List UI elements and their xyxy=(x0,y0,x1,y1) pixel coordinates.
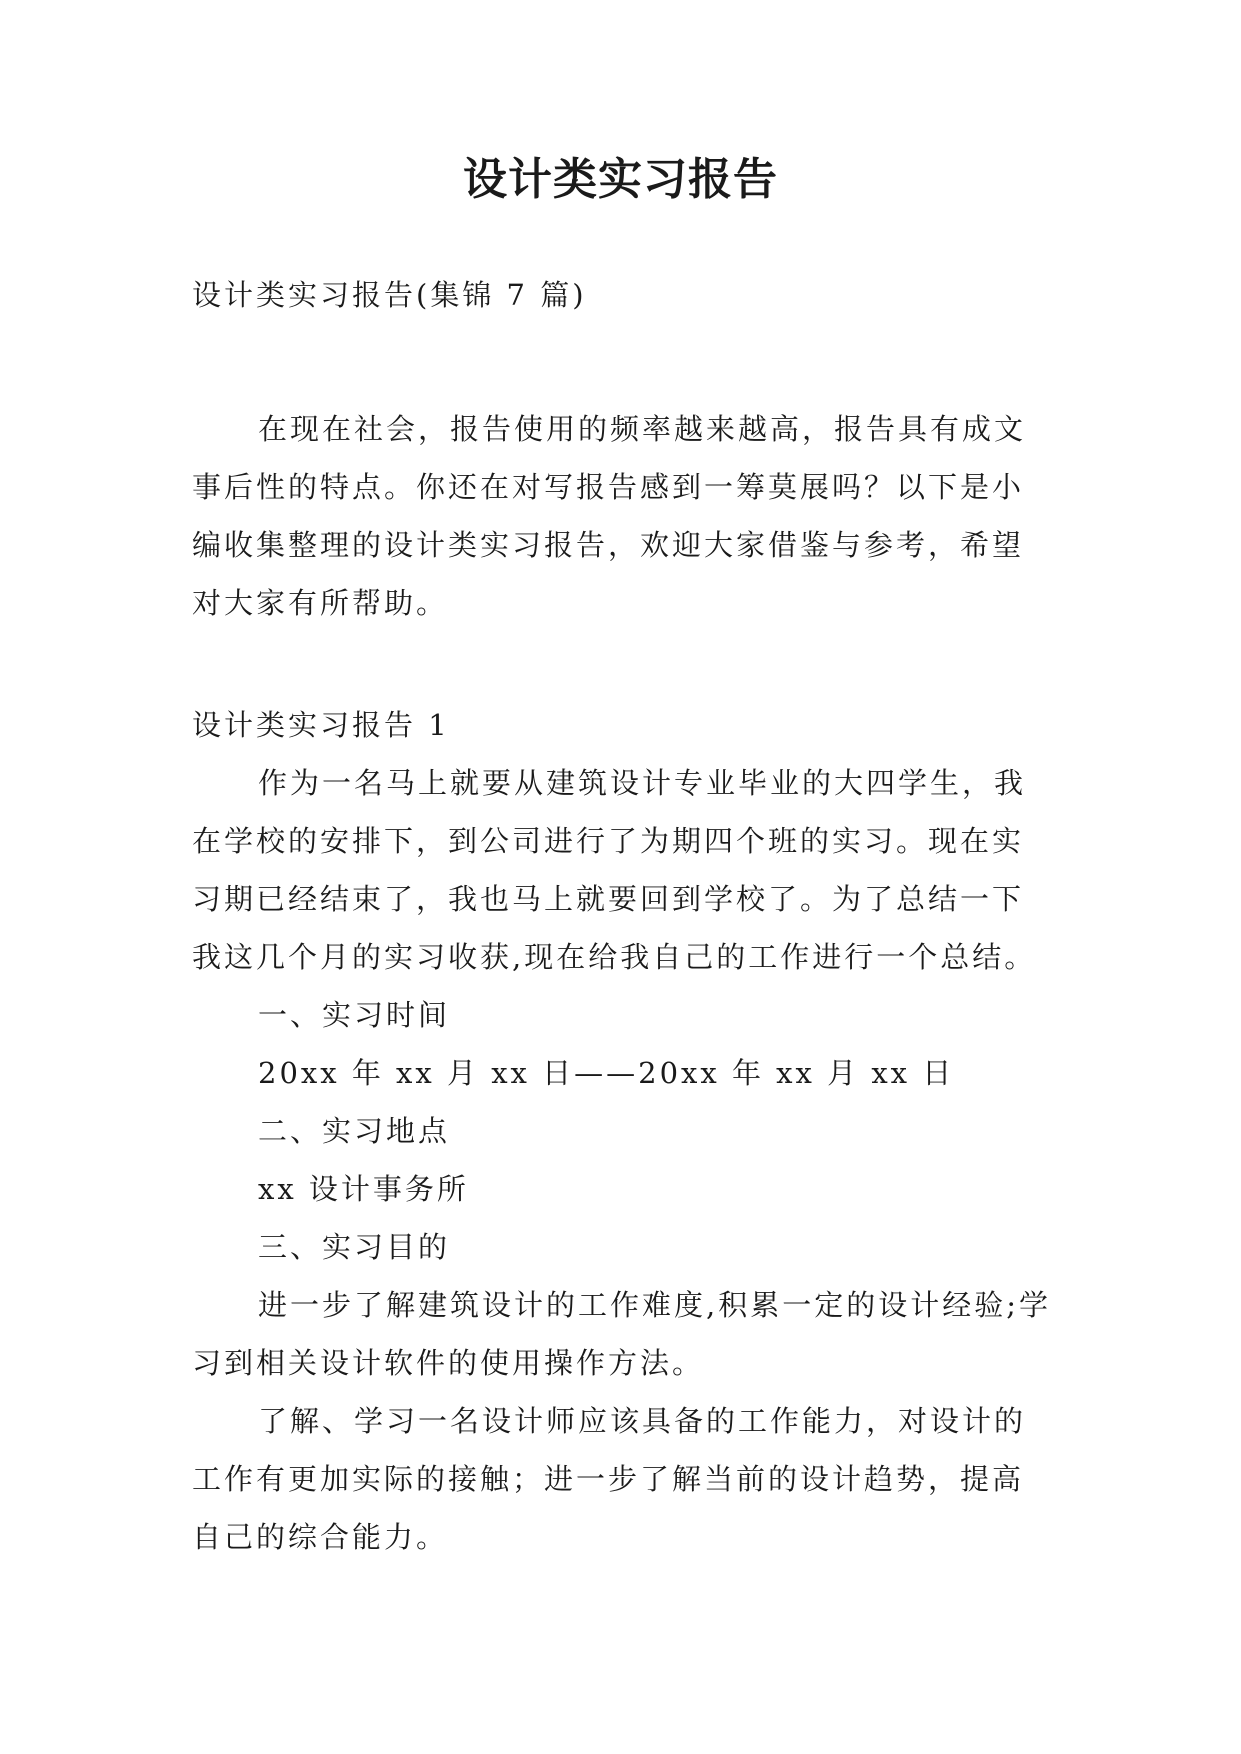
report-paragraph: 作为一名马上就要从建筑设计专业毕业的大四学生，我在学校的安排下，到公司进行了为期四个班的实习。现在实习期已经结束了，我也马上就要回到学校了。为了总结一下我这几个月的实习收获,现在给我自己的工作进行一个总结。 xyxy=(192,766,1037,974)
section-body-time: 20xx 年 xx 月 xx 日——20xx 年 xx 月 xx 日 xyxy=(258,1056,955,1090)
intro-paragraph: 在现在社会，报告使用的频率越来越高，报告具有成文事后性的特点。你还在对写报告感到一筹莫展吗？以下是小编收集整理的设计类实习报告，欢迎大家借鉴与参考，希望对大家有所帮助。 xyxy=(192,412,1027,620)
section-heading-time: 一、实习时间 xyxy=(258,998,451,1032)
section-heading-purpose: 三、实习目的 xyxy=(258,1230,451,1264)
section-paragraph-purpose-1: 进一步了解建筑设计的工作难度,积累一定的设计经验;学习到相关设计软件的使用操作方法。 xyxy=(192,1288,1051,1380)
document-subtitle: 设计类实习报告(集锦 7 篇) xyxy=(192,278,587,312)
section-paragraph-purpose-2: 了解、学习一名设计师应该具备的工作能力，对设计的工作有更加实际的接触；进一步了解当前的设计趋势，提高自己的综合能力。 xyxy=(192,1404,1027,1554)
section-heading-location: 二、实习地点 xyxy=(258,1114,451,1148)
report-heading: 设计类实习报告 1 xyxy=(192,708,450,742)
document-title: 设计类实习报告 xyxy=(463,154,778,205)
section-body-location: xx 设计事务所 xyxy=(258,1172,469,1206)
